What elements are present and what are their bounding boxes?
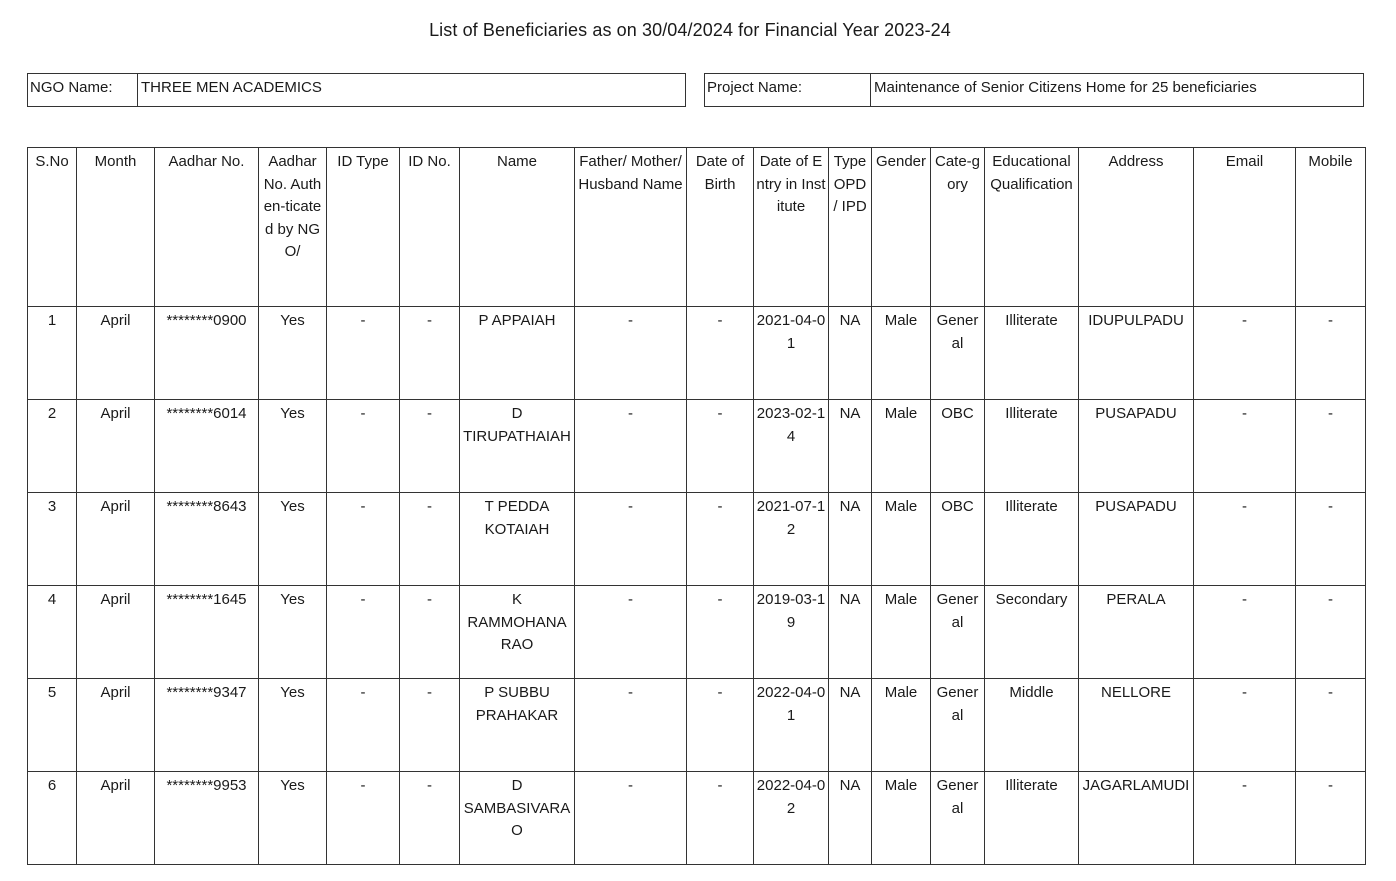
cell-gender: Male: [872, 586, 931, 679]
cell-month: April: [77, 400, 155, 493]
cell-id-no: -: [400, 586, 460, 679]
cell-id-type: -: [327, 493, 400, 586]
cell-type-opd-ipd: NA: [829, 307, 872, 400]
cell-date-of-birth: -: [687, 307, 754, 400]
cell-email: -: [1194, 493, 1296, 586]
cell-address: PUSAPADU: [1079, 400, 1194, 493]
cell-type-opd-ipd: NA: [829, 493, 872, 586]
project-name-label: Project Name:: [705, 74, 871, 106]
cell-aadhar-no: ********0900: [155, 307, 259, 400]
cell-aadhar-no: ********1645: [155, 586, 259, 679]
cell-sno: 2: [28, 400, 77, 493]
cell-guardian-name: -: [575, 493, 687, 586]
cell-sno: 5: [28, 679, 77, 772]
cell-mobile: -: [1296, 307, 1366, 400]
cell-date-of-entry: 2022-04-01: [754, 679, 829, 772]
cell-type-opd-ipd: NA: [829, 586, 872, 679]
cell-category: General: [931, 307, 985, 400]
cell-id-type: -: [327, 400, 400, 493]
cell-date-of-entry: 2021-04-01: [754, 307, 829, 400]
cell-address: NELLORE: [1079, 679, 1194, 772]
cell-address: PUSAPADU: [1079, 493, 1194, 586]
header-mobile: Mobile: [1296, 148, 1366, 307]
cell-date-of-birth: -: [687, 493, 754, 586]
cell-aadhar-authenticated: Yes: [259, 493, 327, 586]
cell-guardian-name: -: [575, 307, 687, 400]
cell-type-opd-ipd: NA: [829, 679, 872, 772]
cell-name: P SUBBU PRAHAKAR: [460, 679, 575, 772]
project-name-value: Maintenance of Senior Citizens Home for 25 beneficiaries: [874, 79, 1257, 96]
cell-month: April: [77, 493, 155, 586]
header-category: Cate-gory: [931, 148, 985, 307]
cell-mobile: -: [1296, 586, 1366, 679]
cell-sno: 1: [28, 307, 77, 400]
cell-sno: 6: [28, 772, 77, 865]
table-header-row: [28, 148, 1366, 307]
cell-email: -: [1194, 307, 1296, 400]
header-date-of-birth: Date of Birth: [687, 148, 754, 307]
cell-name: D TIRUPATHAIAH: [460, 400, 575, 493]
cell-guardian-name: -: [575, 586, 687, 679]
cell-address: JAGARLAMUDI: [1079, 772, 1194, 865]
cell-aadhar-authenticated: Yes: [259, 586, 327, 679]
header-sno: S.No: [28, 148, 77, 307]
cell-date-of-birth: -: [687, 772, 754, 865]
cell-gender: Male: [872, 307, 931, 400]
header-guardian-name: Father/ Mother/ Husband Name: [575, 148, 687, 307]
cell-type-opd-ipd: NA: [829, 400, 872, 493]
cell-aadhar-authenticated: Yes: [259, 307, 327, 400]
cell-id-type: -: [327, 307, 400, 400]
cell-month: April: [77, 679, 155, 772]
cell-category: General: [931, 586, 985, 679]
cell-id-no: -: [400, 772, 460, 865]
cell-guardian-name: -: [575, 772, 687, 865]
cell-mobile: -: [1296, 400, 1366, 493]
cell-aadhar-no: ********6014: [155, 400, 259, 493]
cell-month: April: [77, 586, 155, 679]
cell-gender: Male: [872, 400, 931, 493]
header-email: Email: [1194, 148, 1296, 307]
cell-aadhar-no: ********8643: [155, 493, 259, 586]
header-aadhar-authenticated: Aadhar No. Authen-ticated by NGO/: [259, 148, 327, 307]
cell-category: General: [931, 679, 985, 772]
header-type-opd-ipd: Type OPD / IPD: [829, 148, 872, 307]
ngo-name-value: THREE MEN ACADEMICS: [141, 79, 322, 96]
cell-id-type: -: [327, 772, 400, 865]
cell-email: -: [1194, 679, 1296, 772]
header-aadhar-no: Aadhar No.: [155, 148, 259, 307]
table-row: [28, 586, 1366, 679]
cell-education: Illiterate: [985, 772, 1079, 865]
cell-id-type: -: [327, 679, 400, 772]
header-address: Address: [1079, 148, 1194, 307]
table-row: [28, 493, 1366, 586]
cell-date-of-entry: 2019-03-19: [754, 586, 829, 679]
cell-aadhar-authenticated: Yes: [259, 772, 327, 865]
cell-aadhar-no: ********9953: [155, 772, 259, 865]
header-id-type: ID Type: [327, 148, 400, 307]
cell-aadhar-no: ********9347: [155, 679, 259, 772]
cell-category: OBC: [931, 493, 985, 586]
cell-gender: Male: [872, 493, 931, 586]
cell-month: April: [77, 772, 155, 865]
cell-mobile: -: [1296, 493, 1366, 586]
table-row: [28, 772, 1366, 865]
header-month: Month: [77, 148, 155, 307]
cell-date-of-entry: 2021-07-12: [754, 493, 829, 586]
cell-date-of-birth: -: [687, 586, 754, 679]
cell-sno: 4: [28, 586, 77, 679]
cell-address: PERALA: [1079, 586, 1194, 679]
cell-name: P APPAIAH: [460, 307, 575, 400]
cell-education: Middle: [985, 679, 1079, 772]
cell-email: -: [1194, 586, 1296, 679]
cell-month: April: [77, 307, 155, 400]
cell-gender: Male: [872, 679, 931, 772]
cell-category: OBC: [931, 400, 985, 493]
cell-date-of-birth: -: [687, 400, 754, 493]
page-title: List of Beneficiaries as on 30/04/2024 for Financial Year 2023-24: [429, 20, 951, 40]
cell-guardian-name: -: [575, 679, 687, 772]
cell-id-no: -: [400, 400, 460, 493]
cell-id-no: -: [400, 307, 460, 400]
cell-name: K RAMMOHANA RAO: [460, 586, 575, 679]
cell-category: General: [931, 772, 985, 865]
cell-mobile: -: [1296, 772, 1366, 865]
ngo-name-label: NGO Name:: [28, 74, 138, 106]
ngo-name-box: [27, 73, 686, 107]
cell-date-of-birth: -: [687, 679, 754, 772]
table-row: [28, 307, 1366, 400]
cell-id-no: -: [400, 679, 460, 772]
cell-email: -: [1194, 400, 1296, 493]
cell-email: -: [1194, 772, 1296, 865]
cell-mobile: -: [1296, 679, 1366, 772]
header-date-of-entry: Date of Entry in Institute: [754, 148, 829, 307]
table-row: [28, 679, 1366, 772]
cell-guardian-name: -: [575, 400, 687, 493]
project-name-box: [704, 73, 1364, 107]
cell-gender: Male: [872, 772, 931, 865]
cell-id-type: -: [327, 586, 400, 679]
header-gender: Gender: [872, 148, 931, 307]
cell-name: D SAMBASIVARAO: [460, 772, 575, 865]
cell-education: Illiterate: [985, 307, 1079, 400]
cell-id-no: -: [400, 493, 460, 586]
table-row: [28, 400, 1366, 493]
cell-education: Illiterate: [985, 493, 1079, 586]
cell-date-of-entry: 2023-02-14: [754, 400, 829, 493]
cell-education: Secondary: [985, 586, 1079, 679]
cell-address: IDUPULPADU: [1079, 307, 1194, 400]
header-education: Educational Qualification: [985, 148, 1079, 307]
header-id-no: ID No.: [400, 148, 460, 307]
cell-education: Illiterate: [985, 400, 1079, 493]
beneficiaries-table: [27, 147, 1366, 865]
cell-date-of-entry: 2022-04-02: [754, 772, 829, 865]
cell-type-opd-ipd: NA: [829, 772, 872, 865]
header-name: Name: [460, 148, 575, 307]
cell-aadhar-authenticated: Yes: [259, 679, 327, 772]
cell-sno: 3: [28, 493, 77, 586]
cell-name: T PEDDA KOTAIAH: [460, 493, 575, 586]
cell-aadhar-authenticated: Yes: [259, 400, 327, 493]
